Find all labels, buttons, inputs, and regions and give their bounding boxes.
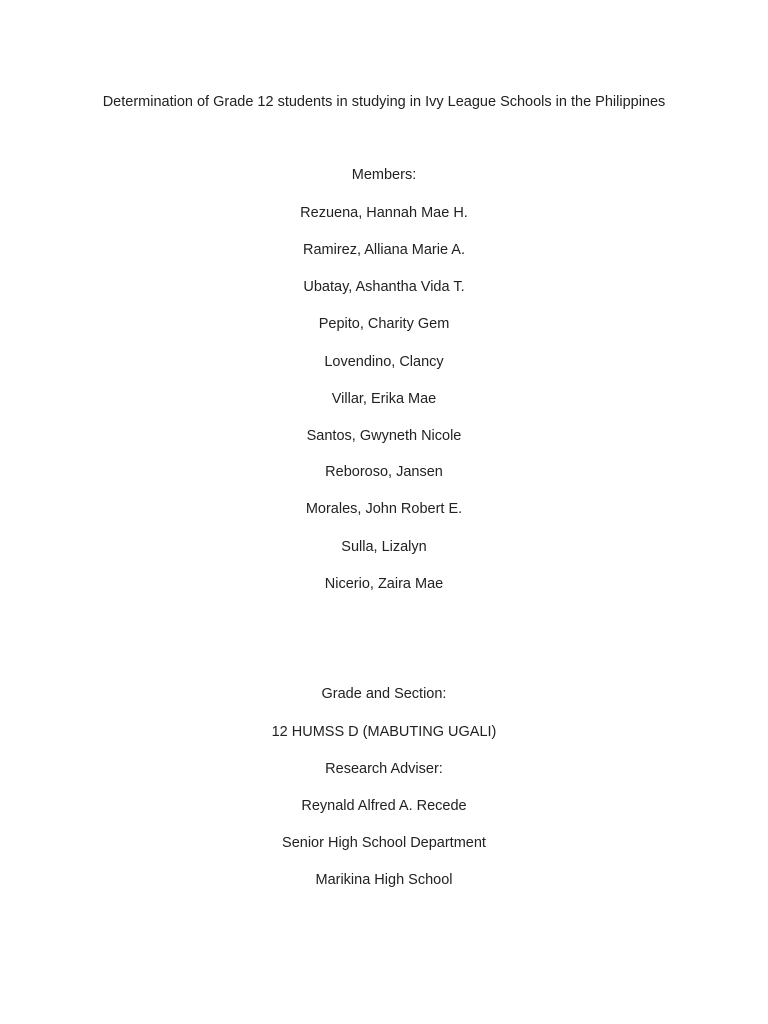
member-name: Morales, John Robert E. <box>305 501 463 517</box>
member-name: Ubatay, Ashantha Vida T. <box>303 279 465 295</box>
school-name: Marikina High School <box>315 872 453 888</box>
member-name: Ramirez, Alliana Marie A. <box>303 242 465 258</box>
member-name: Sulla, Lizalyn <box>341 539 427 555</box>
member-name: Rezuena, Hannah Mae H. <box>300 205 468 221</box>
member-name: Lovendino, Clancy <box>324 354 444 370</box>
members-label: Members: <box>351 167 417 183</box>
member-name: Nicerio, Zaira Mae <box>324 576 444 592</box>
grade-section-value: 12 HUMSS D (MABUTING UGALI) <box>271 724 497 740</box>
member-name: Villar, Erika Mae <box>331 391 437 407</box>
grade-section-label: Grade and Section: <box>321 686 447 702</box>
adviser-name: Reynald Alfred A. Recede <box>301 798 467 814</box>
member-name: Santos, Gwyneth Nicole <box>306 428 462 444</box>
member-name: Pepito, Charity Gem <box>318 316 450 332</box>
member-name: Reboroso, Jansen <box>325 464 443 480</box>
document-title: Determination of Grade 12 students in studying in Ivy League Schools in the Philippines <box>102 94 666 110</box>
adviser-label: Research Adviser: <box>325 761 443 777</box>
department-name: Senior High School Department <box>282 835 486 851</box>
